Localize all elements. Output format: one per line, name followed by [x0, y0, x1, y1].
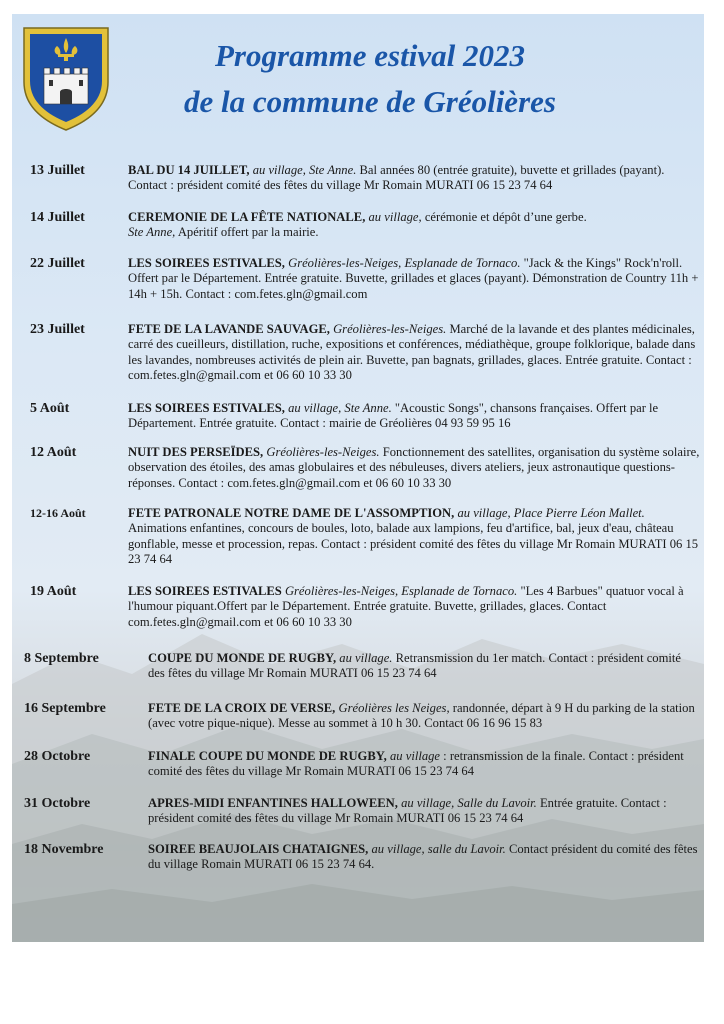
event-body — [128, 163, 700, 194]
event-body — [128, 401, 700, 432]
event-text: "Jack & the Kings" Rock'n'roll. Offert par le Département. Entrée gratuite. Buvette, grillades et glaces (payant). Démonstration de Country 11h + 14h + 15h. Contact : com.fetes.gln@gmail.com — [128, 256, 699, 301]
event-place: au village, Ste Anne. — [252, 163, 357, 177]
event-date: 31 Octobre — [24, 796, 91, 811]
event-name: APRES-MIDI ENFANTINES HALLOWEEN, — [148, 796, 398, 810]
event-text: Animations enfantines, concours de boules, loto, balade aux lampions, feu d'artifice, bal, jeux d'eau, château gonflable, messe et procession, repas. Contact : président comité des fêtes du village Mr Romain MURATI 06 15 23 74 64 — [128, 521, 699, 567]
event-place: Gréolières-les-Neiges, Esplanade de Tornaco. — [288, 256, 521, 270]
event-date: 8 Septembre — [24, 651, 99, 666]
event-text: Marché de la lavande et des plantes médicinales, carré des cueilleurs, distillation, ruche, expositions et conférences, médiathèque, groupe folklorique, balade dans les lavandes, nombreuses activités de plein air. Buvette, pan bagnats, grillades, glaces. Entrée gratuite. Contact : com.fetes.gln@gmail.com et 06 60 10 33 30 — [128, 322, 696, 383]
event-date: 12-16 Août — [30, 506, 86, 520]
event-text: Entrée gratuite. Contact : président comité des fêtes du village Mr Romain MURATI 06 15 23 74 64 — [148, 796, 667, 826]
event-date: 5 Août — [30, 401, 70, 416]
event-place: au village, Place Pierre Léon Mallet. — [457, 506, 645, 520]
event-body — [128, 210, 700, 241]
event-text: "Acoustic Songs", chansons françaises. Offert par le Département. Entrée gratuite. Contact : mairie de Gréolières 04 93 59 95 16 — [128, 401, 659, 431]
event-body — [128, 256, 700, 302]
event-body — [148, 796, 700, 827]
event-text: cérémonie et dépôt d’une gerbe. — [424, 210, 587, 224]
event-name: CEREMONIE DE LA FÊTE NATIONALE, — [128, 210, 366, 224]
event-place: au village. — [339, 651, 393, 665]
event-date: 19 Août — [30, 584, 77, 599]
event-place: Gréolières-les-Neiges, Esplanade de Tornaco. — [284, 584, 518, 598]
event-body — [128, 506, 700, 568]
event-body — [128, 584, 700, 630]
event-body — [148, 651, 700, 682]
event-place: Ste Anne, — [128, 225, 176, 240]
event-date: 16 Septembre — [24, 701, 106, 716]
event-name: NUIT DES PERSEÏDES, — [128, 445, 264, 459]
event-name: FETE DE LA LAVANDE SAUVAGE, — [128, 322, 330, 336]
event-body — [148, 701, 700, 732]
event-text: randonnée, départ à 9 H du parking de la station (avec votre pique-nique). Messe au sommet à 10 h 30. Contact 06 16 96 15 83 — [148, 701, 695, 731]
event-text: Contact président du comité des fêtes du village Romain MURATI 06 15 23 74 64. — [148, 842, 698, 872]
event-body — [128, 322, 700, 384]
event-text: Bal années 80 (entrée gratuite), buvette et grillades (payant). Contact : président comité des fêtes du village Mr Romain MURATI 06 15 23 74 64 — [128, 163, 665, 193]
event-text: Apéritif offert par la mairie. — [177, 225, 319, 240]
event-name: BAL DU 14 JUILLET, — [128, 163, 250, 177]
event-place: au village — [390, 749, 441, 763]
event-name: COUPE DU MONDE DE RUGBY, — [148, 651, 337, 665]
event-name: LES SOIREES ESTIVALES, — [128, 256, 285, 270]
event-name: FETE DE LA CROIX DE VERSE, — [148, 701, 336, 715]
event-date: 28 Octobre — [24, 749, 91, 764]
page-title: Programme estival 2023 — [215, 38, 525, 73]
event-text: : retransmission de la finale. Contact : président comité des fêtes du village Mr Romain MURATI 06 15 23 74 64 — [148, 749, 684, 779]
page-subtitle: de la commune de Gréolières — [184, 84, 556, 119]
event-place: au village, — [368, 210, 422, 224]
event-name: FETE PATRONALE NOTRE DAME DE L'ASSOMPTION, — [128, 506, 455, 520]
event-body — [148, 842, 700, 873]
event-place: au village, Ste Anne. — [288, 401, 392, 415]
event-date: 18 Novembre — [24, 842, 104, 857]
event-name: LES SOIREES ESTIVALES, — [128, 401, 285, 415]
event-date: 23 Juillet — [30, 322, 85, 337]
event-date: 12 Août — [30, 445, 77, 460]
event-date: 22 Juillet — [30, 256, 85, 271]
event-place: au village, Salle du Lavoir. — [401, 796, 537, 810]
event-name: LES SOIREES ESTIVALES — [128, 584, 282, 598]
event-place: Gréolières les Neiges, — [338, 701, 450, 715]
event-place: Gréolières-les-Neiges. — [266, 445, 380, 459]
event-name: FINALE COUPE DU MONDE DE RUGBY, — [148, 749, 387, 763]
event-text: Fonctionnement des satellites, organisation du système solaire, observation des étoiles, des amas globulaires et des nébuleuses, divers ateliers, jeux astronautique questions-réponses. Contact : com.fetes.gln@gmail.com et 06 60 10 33 30 — [128, 445, 700, 490]
event-date: 14 Juillet — [30, 210, 85, 225]
event-place: au village, salle du Lavoir. — [371, 842, 506, 856]
event-name: SOIREE BEAUJOLAIS CHATAIGNES, — [148, 842, 369, 856]
event-date: 13 Juillet — [30, 163, 85, 178]
event-place: Gréolières-les-Neiges. — [333, 322, 447, 336]
event-body — [148, 749, 700, 780]
event-text: "Les 4 Barbues" quatuor vocal à l'humour piquant.Offert par le Département. Entrée gratuite. Buvette, grillades, glaces. Contact com.fetes.gln@gmail.com et 06 60 10 33 30 — [128, 584, 684, 629]
event-text: Retransmission du 1er match. Contact : président comité des fêtes du village Mr Romain MURATI 06 15 23 74 64 — [148, 651, 681, 681]
event-body — [128, 445, 700, 491]
